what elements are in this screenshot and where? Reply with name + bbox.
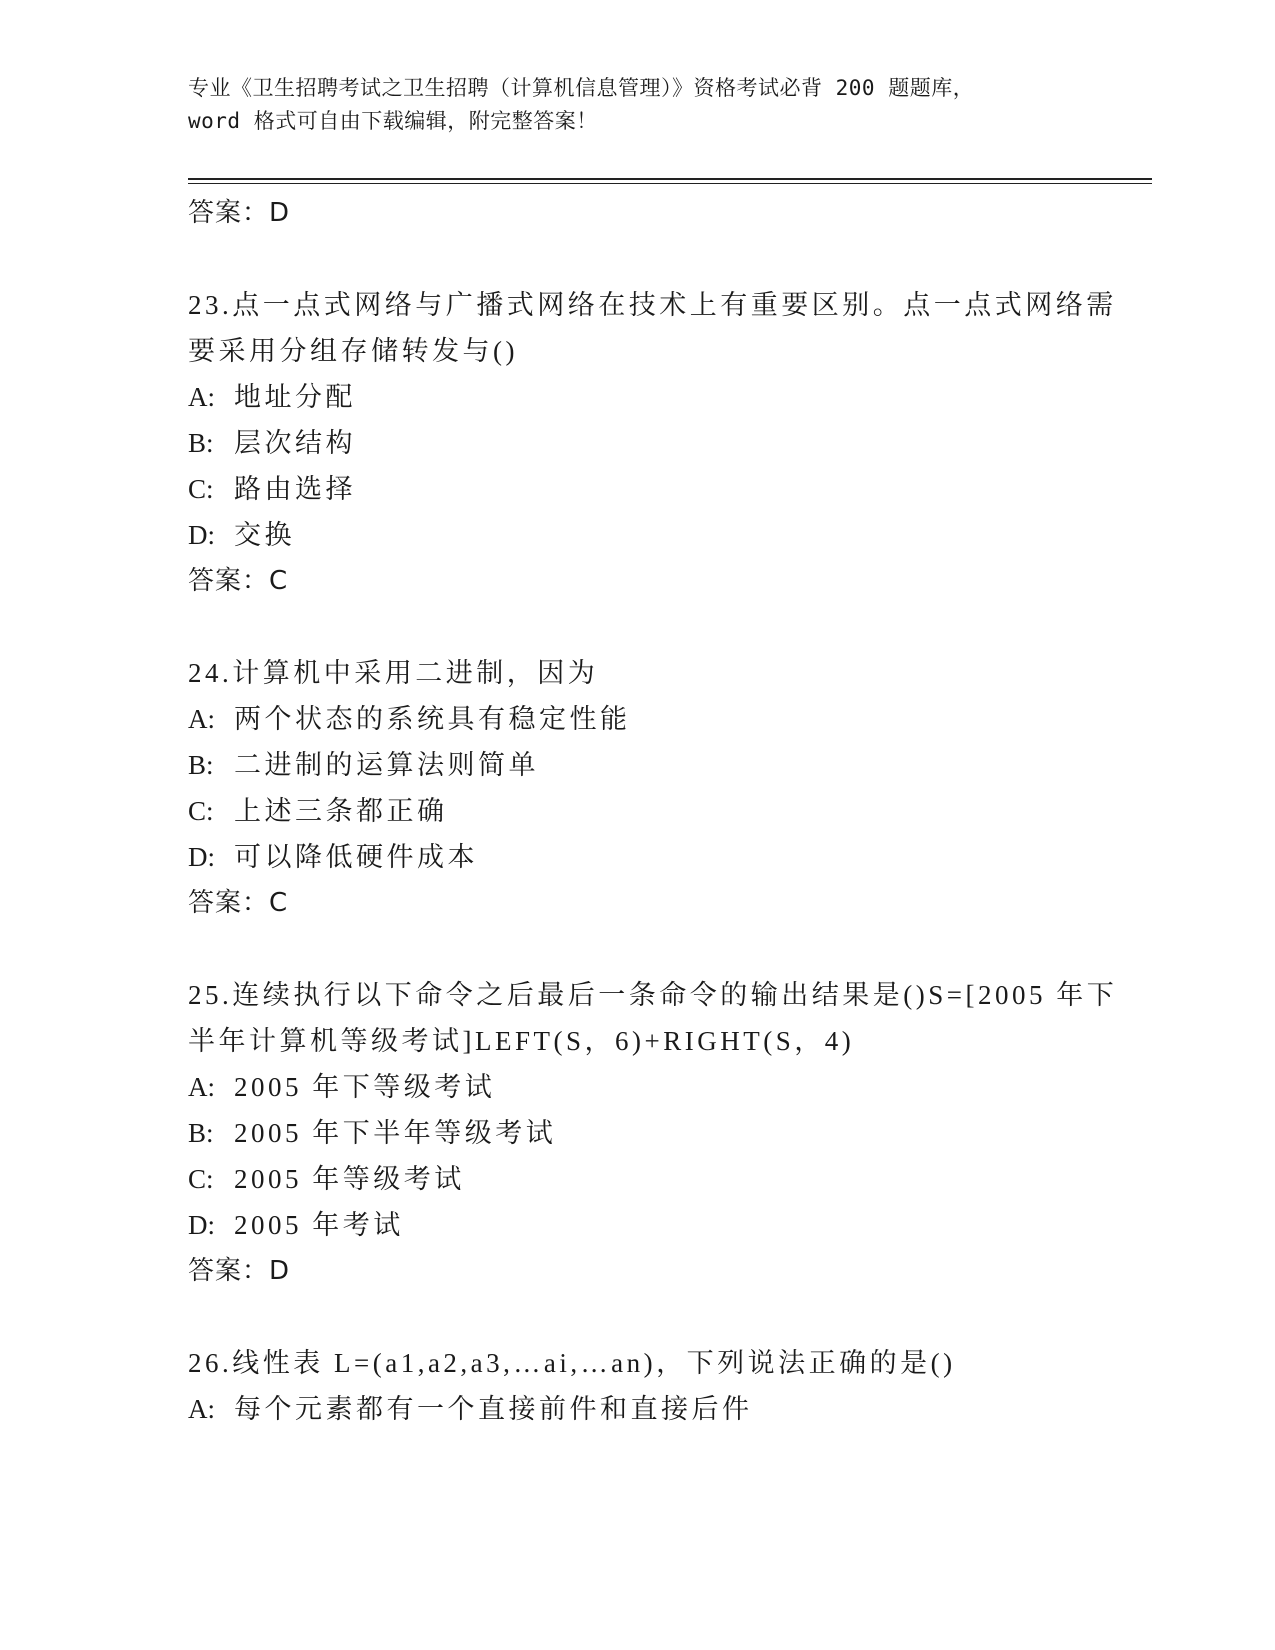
answer-q22: 答案：D xyxy=(188,198,291,228)
question-24-option-c xyxy=(188,788,1088,834)
option-text: 层次结构 xyxy=(234,428,356,458)
option-letter: C: xyxy=(188,1164,214,1194)
option-text: 每个元素都有一个直接前件和直接后件 xyxy=(234,1394,753,1424)
header-line-2: word 格式可自由下载编辑，附完整答案！ xyxy=(188,109,598,133)
question-26-option-a xyxy=(188,1386,1088,1432)
question-23-option-d xyxy=(188,512,1088,558)
option-text: 2005 年下半年等级考试 xyxy=(234,1118,557,1148)
question-23-stem-line-2: 要采用分组存储转发与() xyxy=(188,336,518,366)
question-24-option-d xyxy=(188,834,1088,880)
question-25-stem-line-1: 25.连续执行以下命令之后最后一条命令的输出结果是()S=[2005 年下 xyxy=(188,980,1118,1010)
header-line-1: 专业《卫生招聘考试之卫生招聘（计算机信息管理）》资格考试必背 200 题题库， xyxy=(188,76,975,100)
question-24-option-a xyxy=(188,696,1088,742)
option-letter: A: xyxy=(188,704,215,734)
question-25-option-d xyxy=(188,1202,1088,1248)
question-24 xyxy=(188,650,1088,926)
option-letter: B: xyxy=(188,1118,214,1148)
option-text: 2005 年等级考试 xyxy=(234,1164,465,1194)
option-letter: A: xyxy=(188,1072,215,1102)
question-24-option-b xyxy=(188,742,1088,788)
option-text: 可以降低硬件成本 xyxy=(234,842,478,872)
question-25 xyxy=(188,972,1118,1294)
option-text: 路由选择 xyxy=(234,474,356,504)
question-23-stem-line-1: 23.点一点式网络与广播式网络在技术上有重要区别。点一点式网络需 xyxy=(188,290,1117,320)
answer-q23: 答案：C xyxy=(188,566,289,596)
question-25-option-c xyxy=(188,1156,1088,1202)
document-header xyxy=(188,72,1088,138)
question-23 xyxy=(188,282,1117,604)
option-letter: B: xyxy=(188,428,214,458)
option-letter: C: xyxy=(188,474,214,504)
header-divider-thin xyxy=(188,183,1152,184)
question-25-stem-line-2: 半年计算机等级考试]LEFT(S，6)+RIGHT(S，4) xyxy=(188,1026,855,1056)
question-23-option-b xyxy=(188,420,1088,466)
question-26 xyxy=(188,1340,1088,1432)
header-divider-thick xyxy=(188,178,1152,180)
option-text: 两个状态的系统具有稳定性能 xyxy=(234,704,631,734)
option-letter: D: xyxy=(188,1210,215,1240)
answer-q25: 答案：D xyxy=(188,1256,291,1286)
question-26-stem-line-1: 26.线性表 L=(a1,a2,a3,…ai,…an)，下列说法正确的是() xyxy=(188,1348,956,1378)
option-letter: D: xyxy=(188,520,215,550)
question-list xyxy=(188,190,1118,1432)
question-23-option-c xyxy=(188,466,1088,512)
option-letter: D: xyxy=(188,842,215,872)
question-23-option-a xyxy=(188,374,1088,420)
question-25-option-b xyxy=(188,1110,1088,1156)
option-letter: B: xyxy=(188,750,214,780)
answer-q24: 答案：C xyxy=(188,888,289,918)
option-text: 二进制的运算法则简单 xyxy=(234,750,539,780)
option-text: 上述三条都正确 xyxy=(234,796,448,826)
question-25-option-a xyxy=(188,1064,1088,1110)
option-text: 2005 年下等级考试 xyxy=(234,1072,496,1102)
option-text: 地址分配 xyxy=(234,382,356,412)
question-24-stem-line-1: 24.计算机中采用二进制，因为 xyxy=(188,658,599,688)
option-text: 2005 年考试 xyxy=(234,1210,404,1240)
option-letter: A: xyxy=(188,1394,215,1424)
option-letter: A: xyxy=(188,382,215,412)
option-letter: C: xyxy=(188,796,214,826)
option-text: 交换 xyxy=(234,520,295,550)
